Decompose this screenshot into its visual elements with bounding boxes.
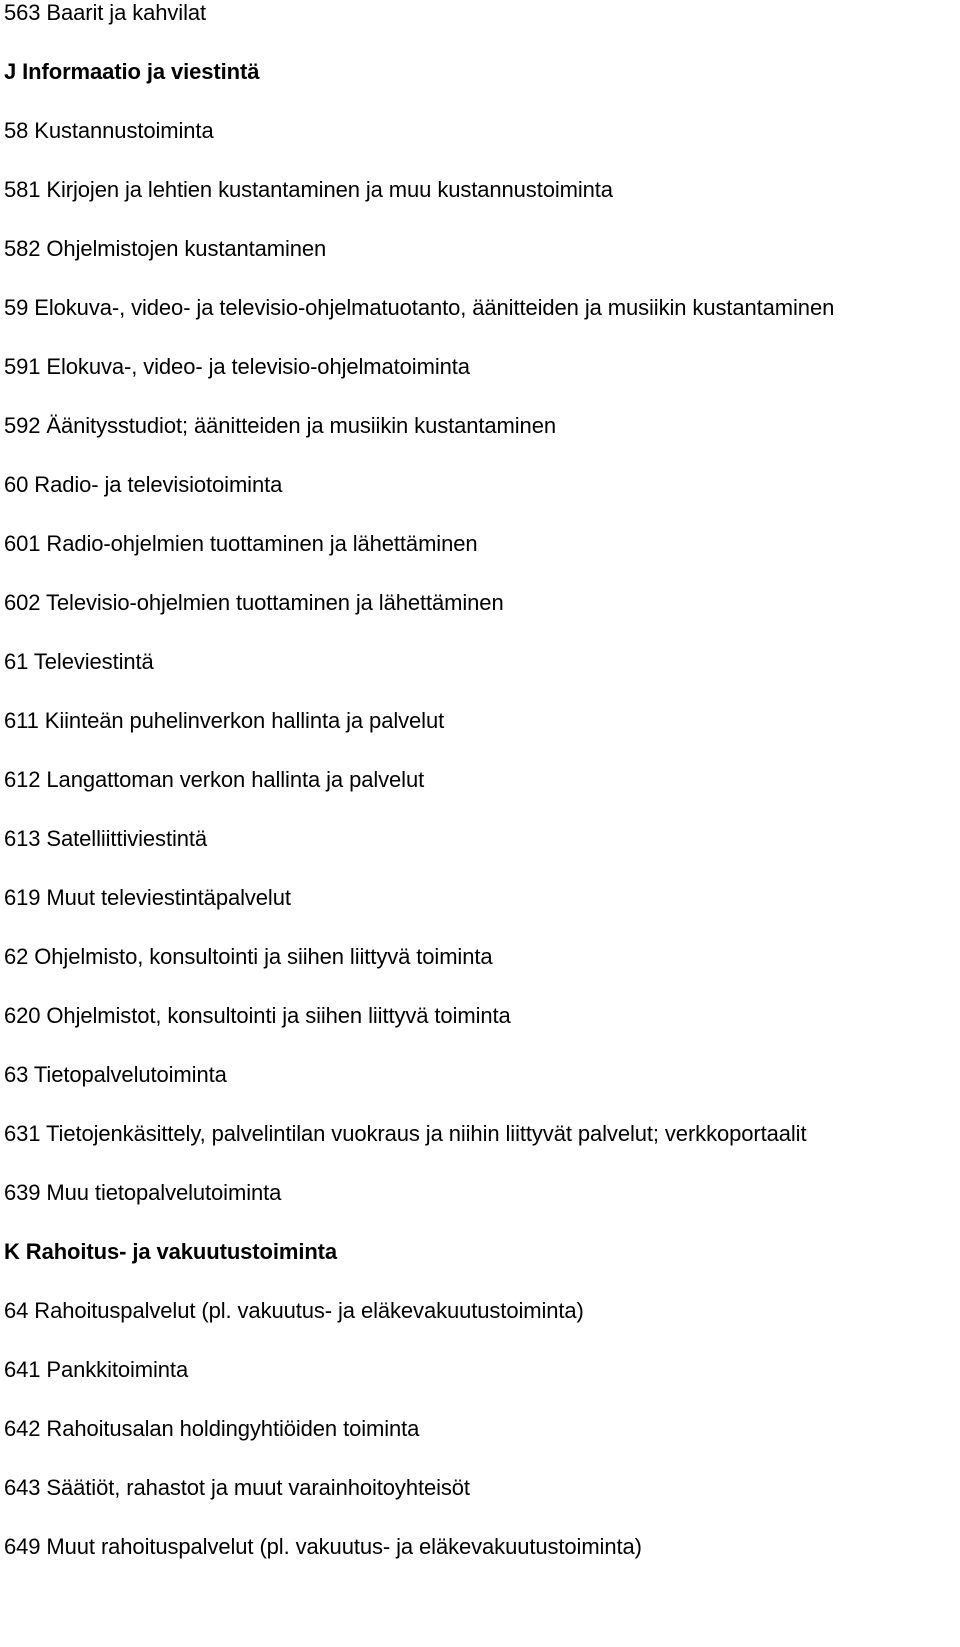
list-item: 64 Rahoituspalvelut (pl. vakuutus- ja eläkevakuutustoiminta) — [4, 1298, 584, 1323]
list-item: 643 Säätiöt, rahastot ja muut varainhoitoyhteisöt — [4, 1475, 470, 1500]
list-item: 639 Muu tietopalvelutoiminta — [4, 1180, 282, 1205]
list-item: 613 Satelliittiviestintä — [4, 826, 208, 851]
list-item: 63 Tietopalvelutoiminta — [4, 1062, 227, 1087]
list-item: 619 Muut televiestintäpalvelut — [4, 885, 291, 910]
list-item: 649 Muut rahoituspalvelut (pl. vakuutus- ja eläkevakuutustoiminta) — [4, 1534, 642, 1559]
list-item: 620 Ohjelmistot, konsultointi ja siihen liittyvä toiminta — [4, 1003, 511, 1028]
list-item: 62 Ohjelmisto, konsultointi ja siihen liittyvä toiminta — [4, 944, 493, 969]
list-item: 601 Radio-ohjelmien tuottaminen ja lähettäminen — [4, 531, 478, 556]
section-heading: K Rahoitus- ja vakuutustoiminta — [4, 1239, 338, 1264]
list-item: 60 Radio- ja televisiotoiminta — [4, 472, 283, 497]
list-item: 61 Televiestintä — [4, 649, 154, 674]
list-item: 602 Televisio-ohjelmien tuottaminen ja lähettäminen — [4, 590, 504, 615]
list-item: 611 Kiinteän puhelinverkon hallinta ja palvelut — [4, 708, 445, 733]
list-item: 58 Kustannustoiminta — [4, 118, 214, 143]
list-item: 642 Rahoitusalan holdingyhtiöiden toiminta — [4, 1416, 420, 1441]
list-item: 631 Tietojenkäsittely, palvelintilan vuokraus ja niihin liittyvät palvelut; verkkoportaalit — [4, 1121, 807, 1146]
list-item: 641 Pankkitoiminta — [4, 1357, 189, 1382]
list-item: 591 Elokuva-, video- ja televisio-ohjelmatoiminta — [4, 354, 470, 379]
list-item: 582 Ohjelmistojen kustantaminen — [4, 236, 327, 261]
list-item: 581 Kirjojen ja lehtien kustantaminen ja muu kustannustoiminta — [4, 177, 613, 202]
section-heading: J Informaatio ja viestintä — [4, 59, 260, 84]
list-item: 592 Äänitysstudiot; äänitteiden ja musiikin kustantaminen — [4, 413, 556, 438]
list-item: 59 Elokuva-, video- ja televisio-ohjelmatuotanto, äänitteiden ja musiikin kustantaminen — [4, 295, 835, 320]
list-item: 612 Langattoman verkon hallinta ja palvelut — [4, 767, 425, 792]
list-item: 563 Baarit ja kahvilat — [4, 0, 207, 25]
